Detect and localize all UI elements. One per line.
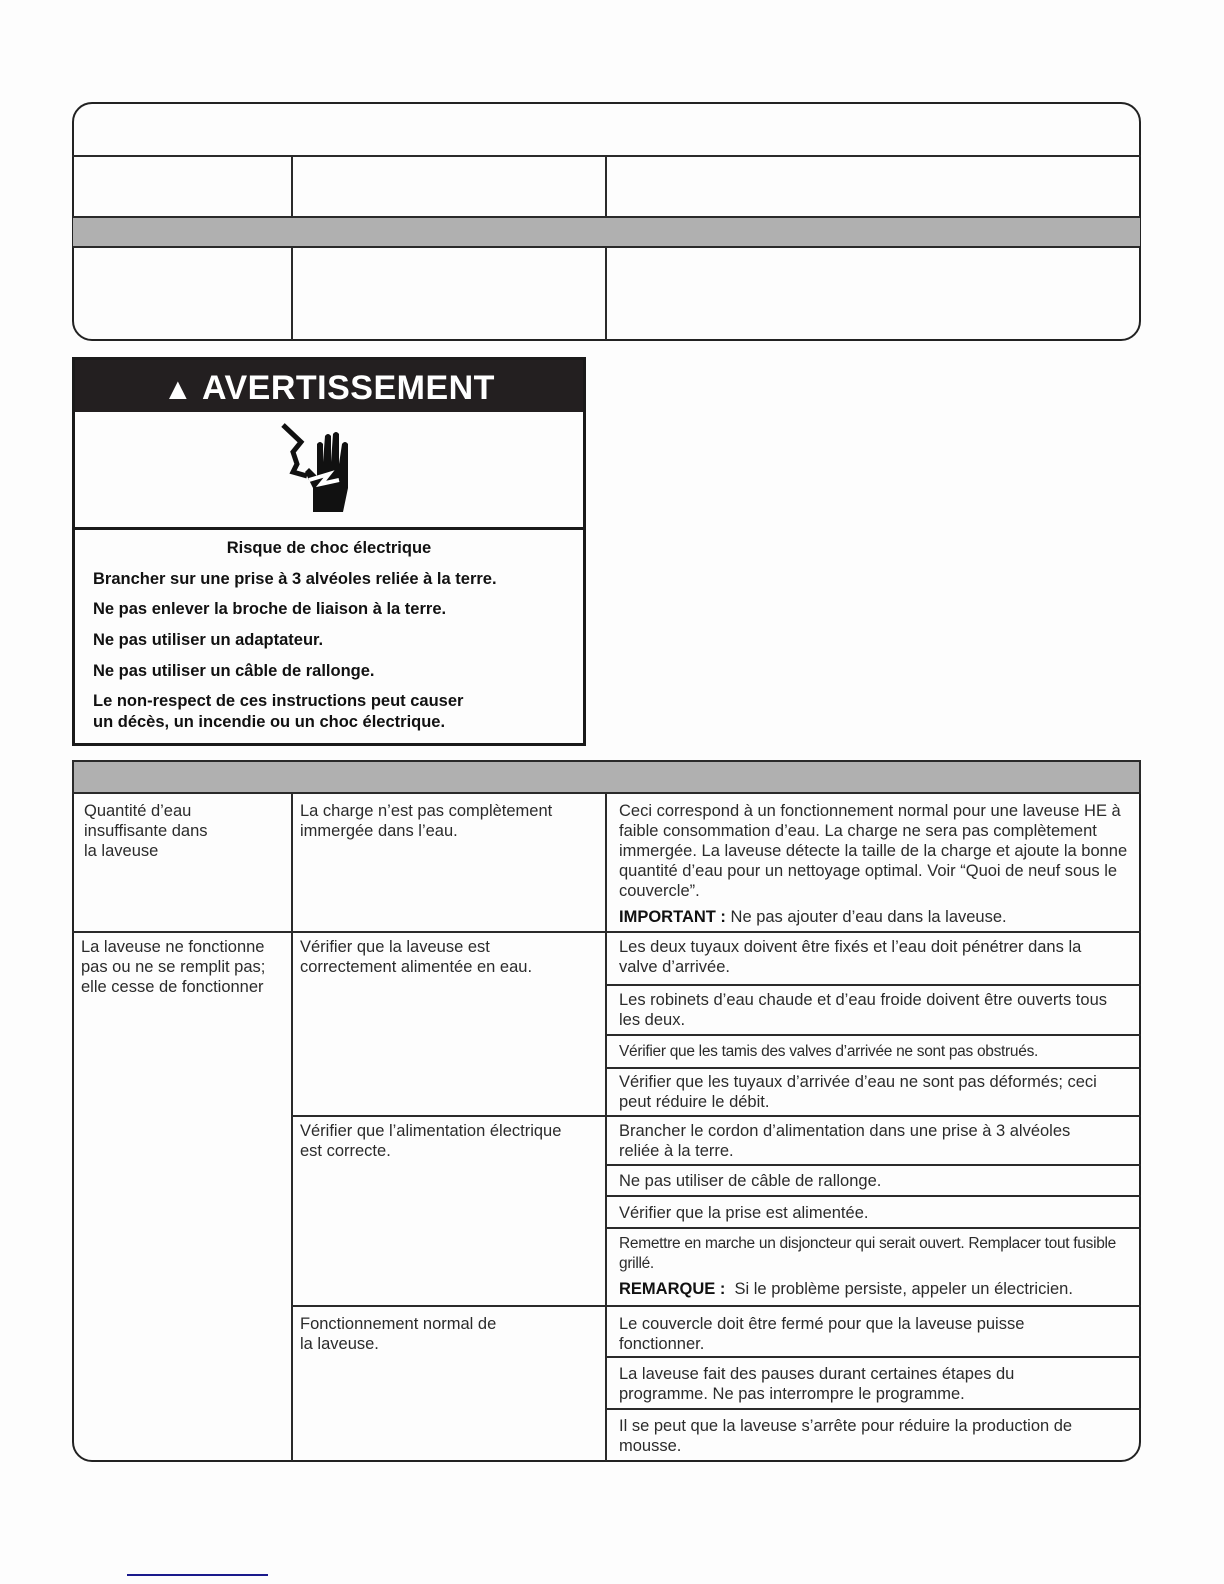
divider [72, 931, 1141, 933]
solution-cell [607, 801, 1141, 927]
divider [75, 527, 583, 530]
solution-cell: Les deux tuyaux doivent être fixés et l’eau doit pénétrer dans la valve d’arrivée. [619, 938, 1082, 976]
electric-shock-hand-icon [275, 422, 365, 514]
divider [291, 1305, 1141, 1307]
warning-line: Ne pas utiliser un câble de rallonge. [93, 662, 375, 680]
solution-cell: Le couvercle doit être fermé pour que la laveuse puisse fonctionner. [619, 1315, 1025, 1353]
footer-rule [127, 1574, 268, 1576]
divider [605, 1227, 1141, 1229]
cause-cell: Vérifier que l’alimentation électrique est correcte. [300, 1122, 562, 1160]
warning-line: Ne pas utiliser un adaptateur. [93, 631, 324, 649]
divider [605, 1164, 1141, 1166]
solution-cell: Les robinets d’eau chaude et d’eau froide doivent être ouverts tous les deux. [619, 991, 1107, 1029]
divider [605, 984, 1141, 986]
remark-text: Si le problème persiste, appeler un électricien. [725, 1280, 1073, 1298]
warning-line: un décès, un incendie ou un choc électrique. [93, 713, 446, 731]
solution-cell: Brancher le cordon d’alimentation dans une prise à 3 alvéoles reliée à la terre. [619, 1122, 1071, 1160]
warning-header [75, 360, 583, 412]
warning-line: Brancher sur une prise à 3 alvéoles reliée à la terre. [93, 570, 497, 588]
divider [605, 156, 607, 216]
remark-label: REMARQUE : [619, 1280, 726, 1298]
solution-cell: Vérifier que la prise est alimentée. [619, 1204, 869, 1222]
problem-cell: La laveuse ne fonctionne pas ou ne se remplit pas; elle cesse de fonctionner [81, 938, 266, 996]
solution-text: Ceci correspond à un fonctionnement normal pour une laveuse HE à faible consommation d’eau. La charge ne sera pas complètement immergée. La laveuse détecte la taille de la charge et ajoute la bonne quantité d’eau pour un nettoyage optimal. Voir “Quoi de neuf sous le couvercle”. [619, 802, 1128, 900]
divider [605, 1067, 1141, 1069]
divider [291, 248, 293, 340]
note-text: Ne pas ajouter d’eau dans la laveuse. [725, 908, 1007, 926]
divider [291, 1115, 1141, 1117]
solution-text: Remettre en marche un disjoncteur qui serait ouvert. Remplacer tout fusible grillé. [619, 1235, 1117, 1272]
solution-cell: Il se peut que la laveuse s’arrête pour réduire la production de mousse. [619, 1417, 1073, 1455]
solution-cell: Ne pas utiliser de câble de rallonge. [619, 1172, 882, 1190]
gray-band [73, 216, 1140, 248]
solution-cell: Vérifier que les tuyaux d’arrivée d’eau ne sont pas déformés; ceci peut réduire le débit. [619, 1073, 1097, 1111]
remark-note [619, 1279, 1129, 1299]
table-header-band [72, 760, 1141, 794]
warning-triangle-icon: ▲ [163, 373, 194, 406]
warning-line: Le non-respect de ces instructions peut causer [93, 692, 464, 710]
cause-cell: Fonctionnement normal de la laveuse. [300, 1315, 497, 1353]
solution-cell: La laveuse fait des pauses durant certaines étapes du programme. Ne pas interrompre le programme. [619, 1365, 1015, 1403]
divider [605, 1034, 1141, 1036]
cause-cell: La charge n’est pas complètement immergée dans l’eau. [300, 802, 553, 840]
solution-cell [607, 1234, 1141, 1299]
warning-heading: Risque de choc électrique [226, 539, 432, 557]
problem-cell: Quantité d’eau insuffisante dans la laveuse [84, 802, 208, 860]
note-label: IMPORTANT : [619, 908, 726, 926]
cause-cell: Vérifier que la laveuse est correctement alimentée en eau. [300, 938, 533, 976]
divider [605, 248, 607, 340]
divider [605, 1408, 1141, 1410]
divider [291, 156, 293, 216]
divider [605, 1195, 1141, 1197]
important-note [619, 907, 1137, 927]
solution-cell: Vérifier que les tamis des valves d’arrivée ne sont pas obstrués. [619, 1043, 1039, 1060]
divider [605, 1356, 1141, 1358]
warning-title: AVERTISSEMENT [201, 369, 495, 407]
warning-line: Ne pas enlever la broche de liaison à la terre. [93, 600, 447, 618]
